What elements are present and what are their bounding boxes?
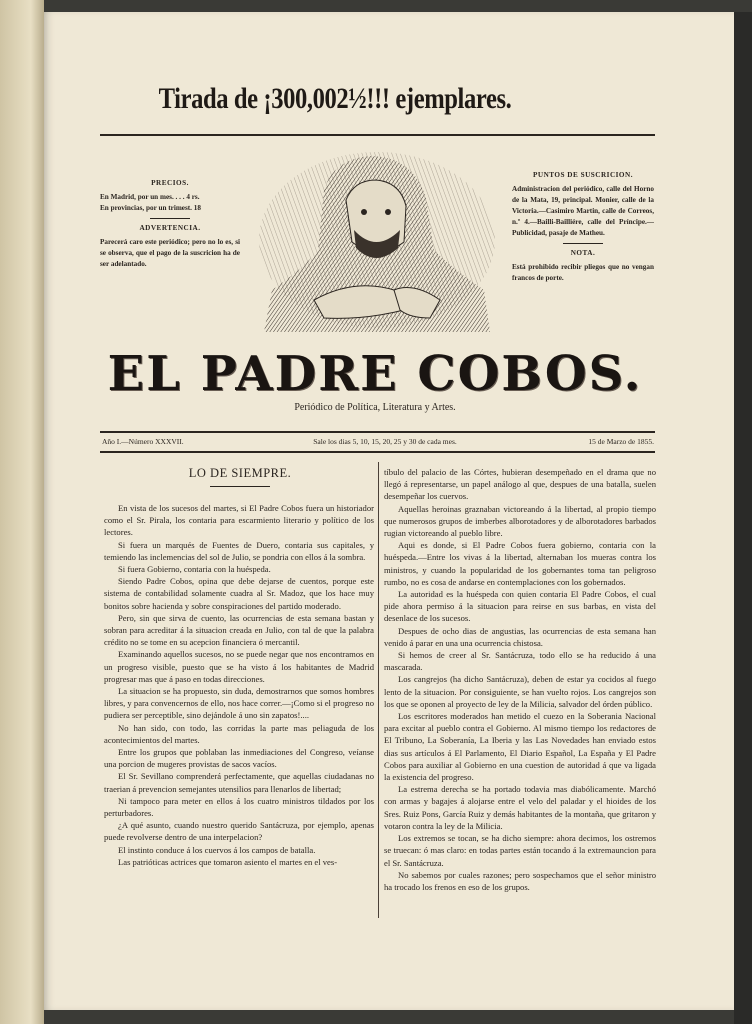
box-divider — [563, 243, 603, 244]
article-column-1 — [104, 502, 374, 868]
box-divider — [150, 218, 190, 219]
title-divider — [210, 486, 270, 487]
column-separator — [378, 462, 379, 918]
right-info-box — [512, 170, 654, 284]
paragraph: Siendo Padre Cobos, opina que debe dejarse de cuentos, porque este sistema de contabilidad solamente cuadra al Sr. Madoz, que los hace muy bonitos sobre hacienda y sobre conspiraciones del partido moderado. — [104, 576, 374, 611]
paragraph: Despues de ocho dias de angustias, las ocurrencias de esta semana han venido á parar en una una ocurrencia chistosa. — [384, 625, 656, 648]
puntos-text: Administracion del periódico, calle del Horno de la Mata, 19, principal. Monier, calle de la Victoria.—Casimiro Martin, calle de Correos, n.º 4.—Bailli-Bailliére, calle del Príncipe.—Publicidad, pasaje de Matheu. — [512, 185, 654, 237]
paragraph: En vista de los sucesos del martes, si El Padre Cobos fuera un historiador como el Sr. Pirala, los contaria para escarmiento literario y político de los lectores. — [104, 503, 374, 538]
paragraph: Si fuera Gobierno, contaria con la huéspeda. — [118, 564, 271, 575]
paragraph: No han sido, con todo, las corridas la parte mas peliaguda de los acontecimientos del martes. — [104, 722, 374, 745]
paragraph: Los extremos se tocan, se ha dicho siempre: ahora decimos, los ostremos se truecan: ó mas claro: en todas partes están tocando á la extremauncion para el Sr. Santácruza. — [384, 833, 656, 868]
article-column-2 — [384, 466, 656, 893]
nota-text: Está prohibido recibir pliegos que no vengan francos de porte. — [512, 263, 654, 282]
scan-border — [734, 12, 752, 1024]
publication-schedule: Sale los dias 5, 10, 15, 20, 25 y 30 de cada mes. — [313, 437, 457, 446]
paragraph: tíbulo del palacio de las Córtes, hubieran desempeñado en el drama que no llegó á representarse, un papel análogo al que, despues de una batalla, suelen desempeñar los cuervos. — [384, 467, 656, 502]
circulation-headline: Tirada de ¡300,002½!!! ejemplares. — [158, 82, 512, 115]
masthead-subtitle: Periódico de Política, Literatura y Artes. — [294, 402, 456, 413]
advertencia-text: Parecerá caro este periódico; pero no lo es, si se observa, que el pago de la suscricion ha de ser adelantado. — [100, 238, 240, 268]
paragraph: Ni tampoco para meter en ellos á los cuatro ministros tildados por los perturbadores. — [104, 795, 374, 819]
paragraph: Entre los grupos que poblaban las inmediaciones del Congreso, veíanse una porcion de mugeres provistas de sacos vacíos. — [104, 747, 374, 770]
puntos-title: PUNTOS DE SUSCRICION. — [532, 171, 634, 179]
paragraph: La autoridad es la huéspeda con quien contaria El Padre Cobos, el cual pide ahora permiso á la situacion para reirse en sus barbas, en vista del desenlace de los sucesos. — [384, 589, 656, 624]
paragraph: Los escritores moderados han metido el cuezo en la Soberania Nacional para excitar al pueblo contra el Gobierno. Al mismo tiempo los redactores de El Tribuno, La Soberanía, La Iberia y las Las Novedades han enviado estos dias sus artículos á El Parlamento, El Diario Español, La España y El Padre Cobos para auxiliar al Gobierno en una cuestion de autoridad á que va ligada la existencia del progreso. — [384, 711, 656, 783]
paragraph: El instinto conduce á los cuervos á los campos de batalla. — [118, 844, 316, 855]
paragraph: El Sr. Sevillano comprenderá perfectamente, que aquellas ciudadanas no traerian á prevencion semejantes utensilios para llenarlos de libertad; — [104, 771, 374, 794]
paragraph: Si fuera un marqués de Fuentes de Duero, contaria sus capitales, y temiendo las inclemencias del sol de Julio, se pondria con ellos á la sombra. — [104, 539, 374, 562]
precio-madrid: En Madrid, por un mes. . . . 4 rs. — [100, 193, 200, 201]
paragraph: La estrema derecha se ha portado todavia mas diabólicamente. Marchó con armas y bagajes á alojarse entre el velo del paladar y el hioides de los Sres. Ruiz Pons, García Ruiz y demás habitantes de la montaña, que gritaron y votaron contra la ley de la Milicia. — [384, 784, 656, 831]
friar-engraving-illustration — [254, 150, 500, 332]
issue-date: 15 de Marzo de 1855. — [588, 437, 654, 446]
paragraph: Los cangrejos (ha dicho Santácruza), deben de estar ya cocidos al fuego lento de la situacion. Por consiguiente, se han vuelto rojos. Los cangrejos son los que se oponen al proyecto de ley de la Milicia, salvador del órden público. — [384, 674, 656, 709]
paragraph: Si hemos de creer al Sr. Santácruza, todo ello se ha reducido á una mascarada. — [384, 650, 656, 673]
paragraph: Aqui es donde, si El Padre Cobos fuera gobierno, contaria con la huéspeda.—Entre los vivas á la libertad, alternaban los mueras contra los ministros, y cuando la popularidad de los gobernantes toma tan peligroso rumbo, no es cosa de andarse en contemplaciones con los gobernados. — [384, 540, 656, 587]
left-info-box — [100, 178, 240, 270]
info-bar-top-rule — [100, 431, 655, 433]
paragraph: ¿A qué asunto, cuando nuestro querido Santácruza, por ejemplo, apenas puede revolverse dentro de una interpelacion? — [104, 820, 374, 843]
precios-title: PRECIOS. — [151, 179, 189, 187]
advertencia-title: ADVERTENCIA. — [139, 224, 201, 232]
paragraph: Examinando aquellos sucesos, no se puede negar que nos encontramos en un progreso visible, puesto que se ha visto á los habitantes de Madrid progresar mas que á paso en todas direcciones. — [104, 649, 374, 684]
top-rule — [100, 134, 655, 136]
article-title: LO DE SIEMPRE. — [188, 466, 292, 480]
paragraph: Aquellas heroinas graznaban victoreando á la libertad, al propio tiempo que numerosos grupos de imberbes alborotadores y de alborotadores barbados rugian victoreando al pueblo libre. — [384, 503, 656, 539]
facing-page-edge — [0, 0, 44, 1024]
paragraph: La situacion se ha propuesto, sin duda, demostrarnos que somos hombres libres, y para convencernos de ello, nos hace correr.—¡Como si el progreso no pudiera ser perceptible, sino dejándole á uno sin zapatos!.... — [104, 686, 374, 721]
issue-number: Año I.—Número XXXVII. — [102, 437, 184, 446]
paragraph: No sabemos por cuales razones; pero sospechamos que el señor ministro ha trocado los frenos en eso de los grupos. — [384, 869, 656, 892]
precio-provincias: En provincias, por un trimest. 18 — [100, 204, 201, 212]
paragraph: Las patrióticas actrices que tomaron asiento el martes en el ves- — [118, 856, 338, 867]
info-bar-bottom-rule — [100, 451, 655, 453]
masthead-title: EL PADRE COBOS. — [107, 346, 643, 402]
paragraph: Pero, sin que sirva de cuento, las ocurrencias de esta semana bastan y sobran para acreditar á la situacion creada en Julio, con tal de que la palabra crédito no se tome en su acepcion financiera ó mercantil. — [104, 612, 374, 648]
nota-title: NOTA. — [570, 249, 596, 257]
